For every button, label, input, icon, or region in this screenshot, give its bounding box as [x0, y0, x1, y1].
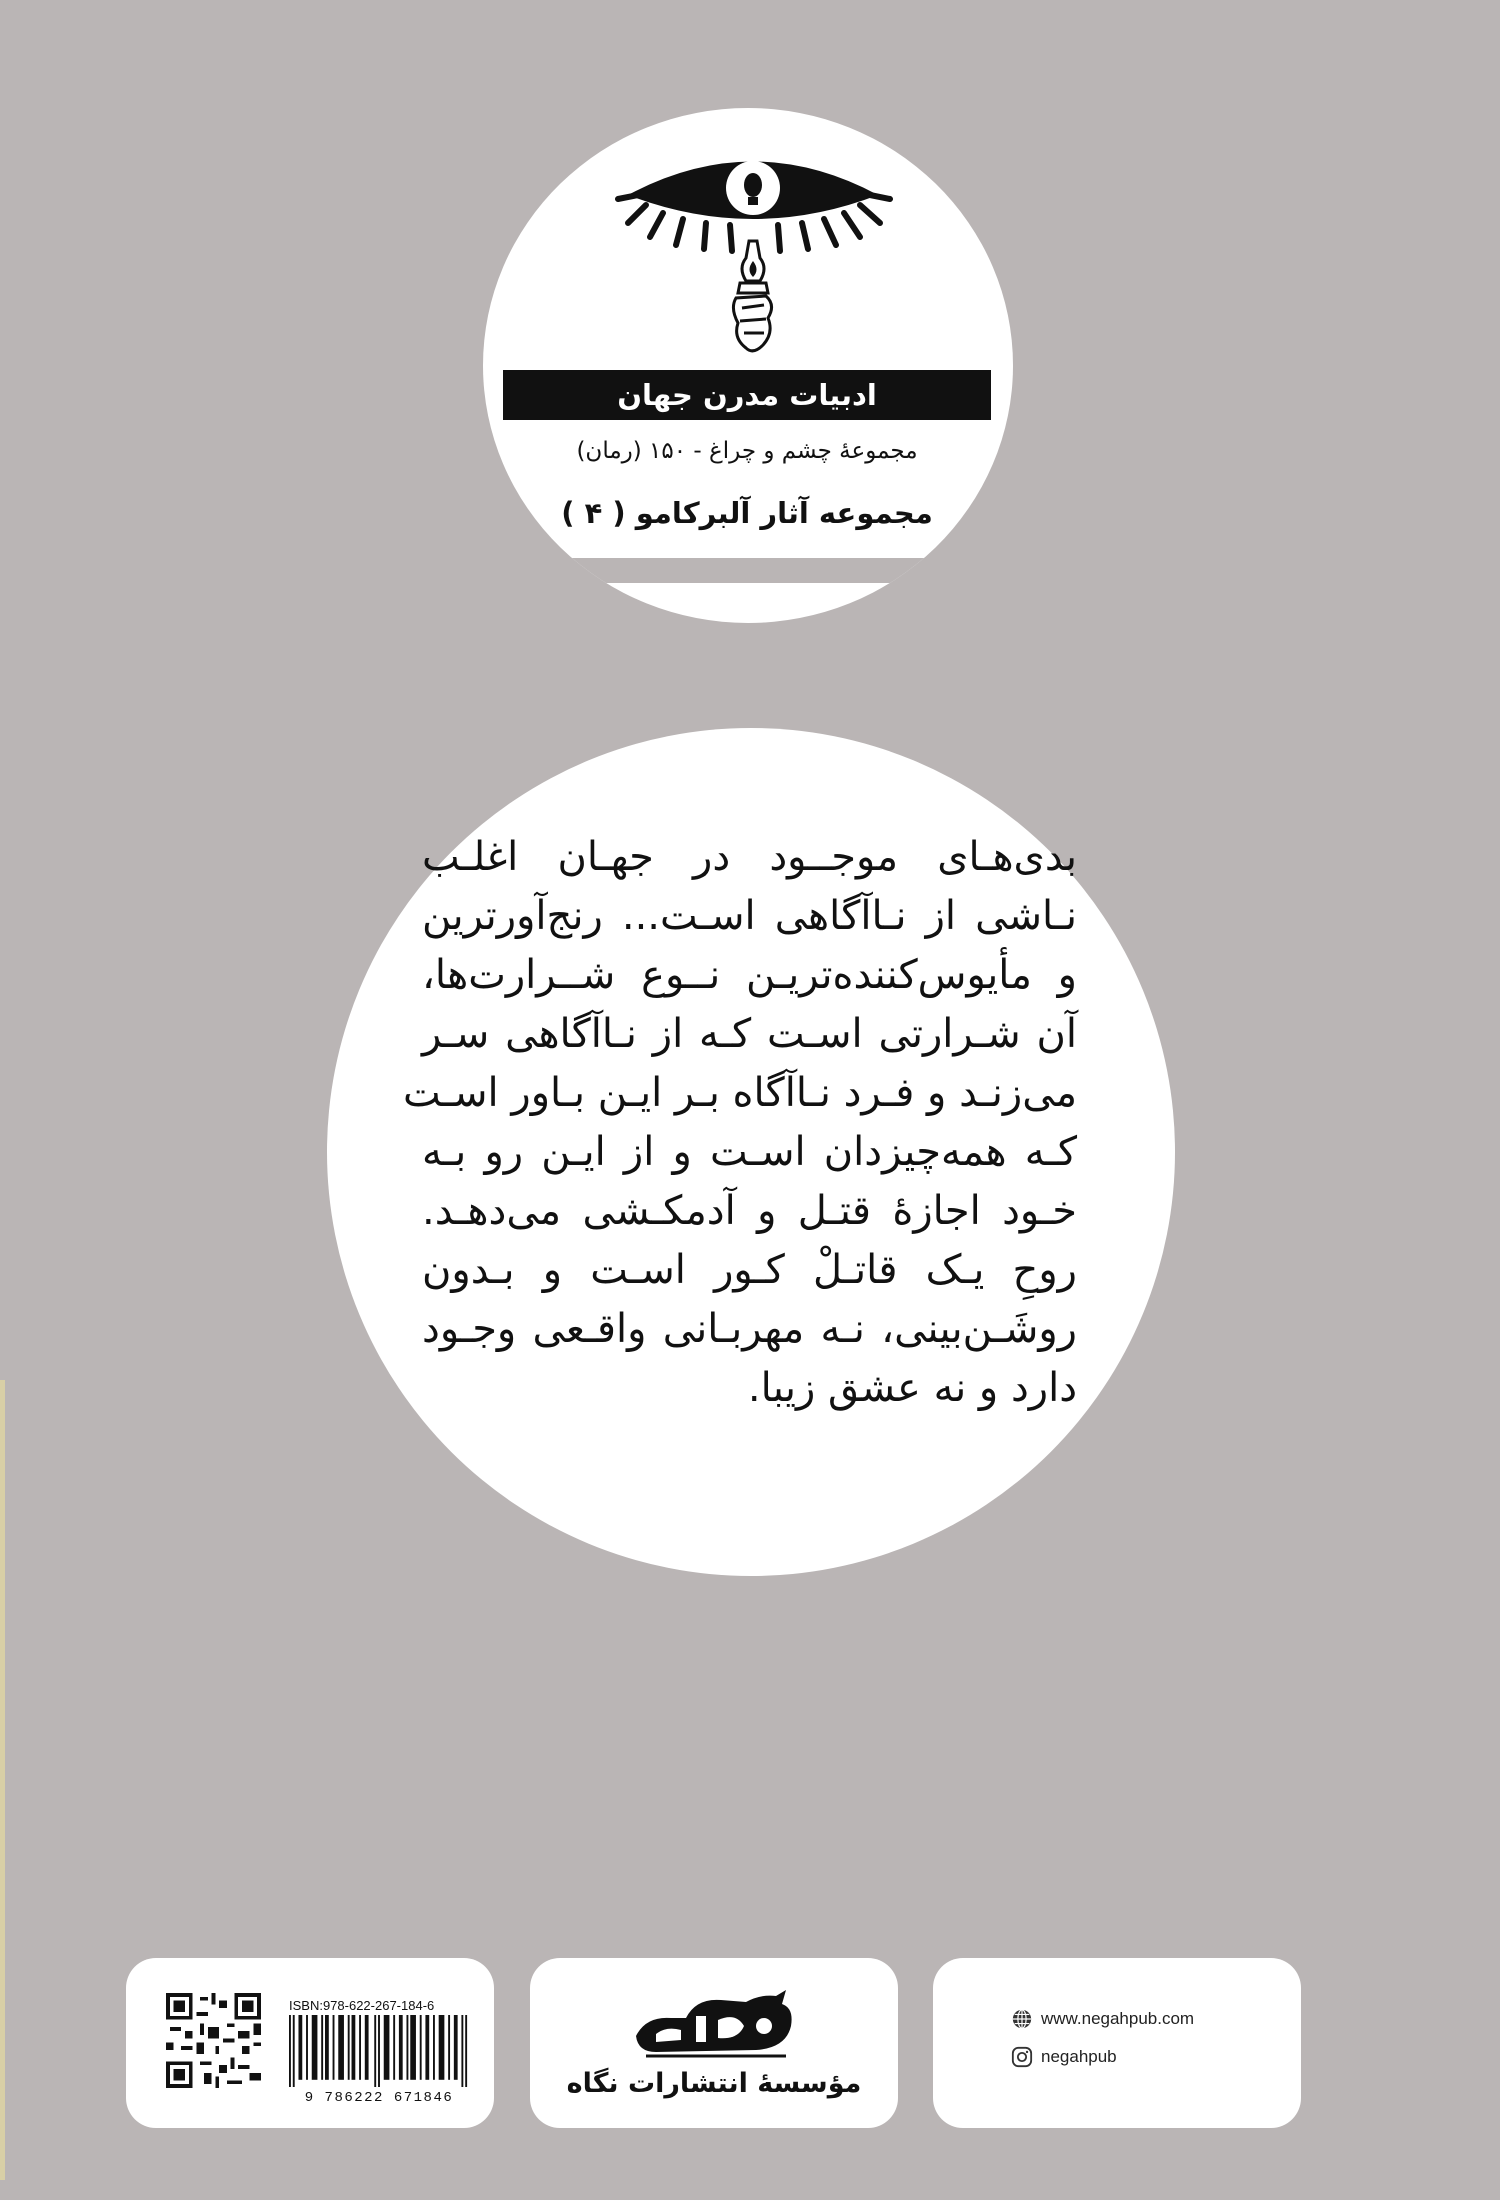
edge-strip — [0, 1380, 5, 2180]
negah-logo-icon — [626, 1986, 801, 2068]
website-row[interactable] — [1011, 2008, 1194, 2030]
quote-line: دارد و نه عشق زیبا. — [747, 1365, 1077, 1411]
quote-line: روحِ یـک قاتـلْ کـور اسـت و بـدون — [422, 1247, 1077, 1293]
series-circle — [483, 108, 1013, 623]
contact-box — [933, 1958, 1301, 2128]
instagram-row[interactable] — [1011, 2046, 1117, 2068]
barcode-icon — [289, 2015, 469, 2087]
globe-icon — [1011, 2008, 1033, 2030]
works-subtitle: مجموعه آثار آلبرکامو ( ۴ ) — [561, 496, 933, 530]
instagram-icon — [1011, 2046, 1033, 2068]
quote-line: روشَـن‌بینی، نـه مهربـانی واقـعی وجـود — [422, 1306, 1077, 1352]
quote-text — [403, 828, 1077, 1418]
isbn-box — [126, 1958, 494, 2128]
quote-line: و مأیوس‌کننده‌تریـن نــوع شــرارت‌ها، — [422, 952, 1077, 998]
quote-line: آن شـرارتی اسـت کـه از نـاآگاهی سـر — [422, 1011, 1077, 1057]
series-title-bar: ادبیات مدرن جهان — [503, 370, 991, 420]
circle-cut-band — [483, 558, 1013, 583]
website-link[interactable]: www.negahpub.com — [1041, 2009, 1195, 2028]
quote-circle — [327, 728, 1175, 1576]
quote-line: بدی‌هـای موجــود در جهـان اغلـب — [422, 834, 1077, 880]
collection-subtitle: مجموعهٔ چشم و چراغ - ۱۵۰ (رمان) — [576, 438, 918, 464]
quote-line: کـه همه‌چیزدان اسـت و از ایـن رو بـه — [422, 1129, 1077, 1175]
quote-line: می‌زنـد و فـرد نـاآگاه بـر ایـن بـاور اسـت — [403, 1070, 1077, 1116]
publisher-name: مؤسسهٔ انتشارات نگاه — [566, 2068, 862, 2099]
quote-line: نـاشی از نـاآگاهی اسـت... رنج‌آورترین — [422, 893, 1077, 939]
eye-lamp-emblem-icon — [608, 133, 898, 393]
publisher-box — [530, 1958, 898, 2128]
qr-code-icon — [166, 1993, 261, 2088]
quote-line: خـود اجازهٔ قتـل و آدمکـشی می‌دهـد. — [422, 1188, 1077, 1234]
barcode-digits: 9 786222 671846 — [304, 2090, 454, 2106]
instagram-handle[interactable]: negahpub — [1041, 2047, 1117, 2066]
isbn-label: ISBN:978-622-267-184-6 — [289, 1998, 435, 2013]
